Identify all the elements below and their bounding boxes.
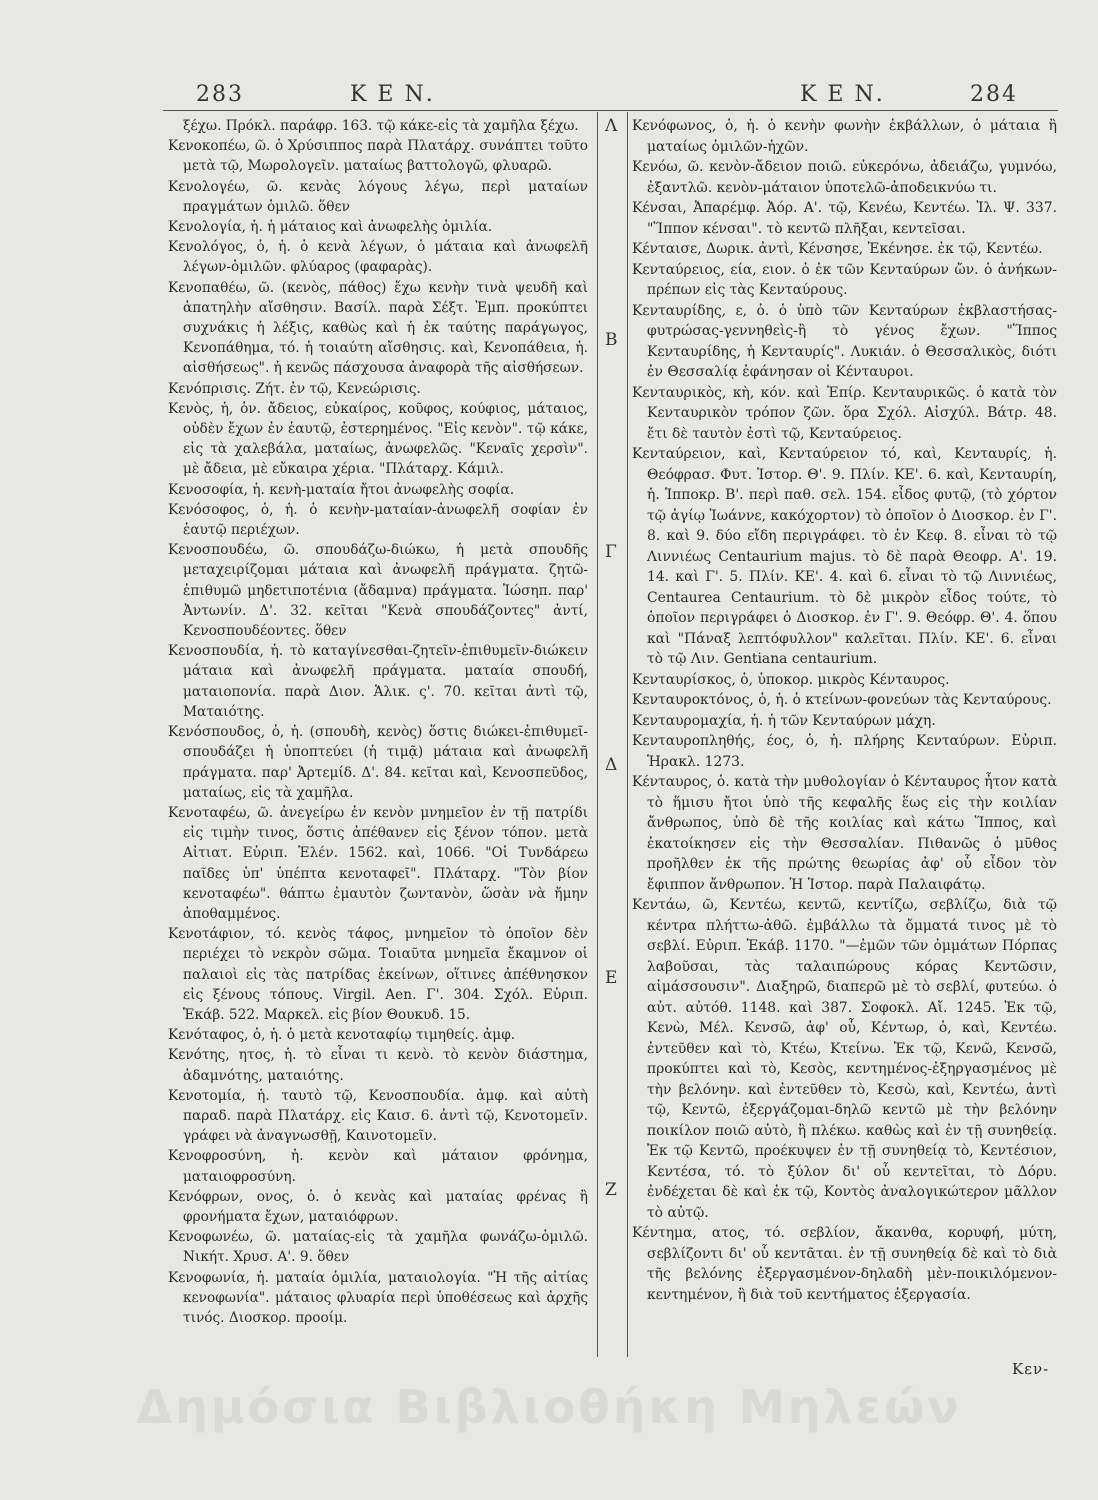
column-divider-left — [597, 112, 598, 1357]
margin-letter: Ε — [605, 968, 618, 988]
dictionary-entry: Κενταυρομαχία, ἡ. ἡ τῶν Κενταύρων μάχη. — [632, 712, 936, 729]
library-watermark: Δημόσια Βιβλιοθήκη Μηλεών — [136, 1380, 962, 1434]
dictionary-entry: Κεντάω, ῶ, Κεντέω, κεντῶ, κεντίζω, σεβλίζω, διὰ τῷ κέντρα πλήττω-ἀθῶ. ἐμβάλλω τὰ ὄμματά τινος μὲ τὸ σεβλί. Εὐριπ. Ἑκάβ. 1170. "—ἐμῶν τῶν ὀμμάτων Πόρπας λαβοῦσαι, τὰς ταλαιπώρους κόρας Κεντῶσιν, αἱμάσσουσιν". Διαξηρῶ, διαπερῶ μὲ τὸ σεβλί, φυτεύω. ὁ αὐτ. αὐτόθ. 1148. καὶ 387. Σοφοκλ. Αἴ. 1245. Ἐκ τῷ, Κενὼ, Μέλ. Κενσῶ, ἀφ' οὗ, Κέντωρ, ὁ, καὶ, Κεντέω. ἐντεῦθεν καὶ τὸ, Κτέω, Κτείνω. Ἐκ τῷ, Κενῶ, Κενσῶ, προκύπτει καὶ τὸ, Κεσὸς, κεντημένος-ἐξηργασμένος μὲ τὴν βελόνην. καὶ ἐντεῦθεν τὸ, Κεσὼ, καὶ, Κεντέω, ἀντὶ τῷ, Κεντῶ, ἐξεργάζομαι-δηλῶ κεντῶ μὲ τὴν βελόνην ποικίλον ποιῶ αὐτὸ, ἢ πλέκω. καθὼς καὶ ἐν τῇ συνηθείᾳ. Ἐκ τῷ Κεντῶ, προέκυψεν ἐν τῇ συνηθείᾳ τὸ, Κεντέσιον, Κεντέσα, τό. τὸ ξύλον δι' οὗ κεντεῖται, τὸ Δόρυ. ἐνδέχεται δὲ καὶ ἐκ τῷ, Κοντὸς ἀναλογικώτερον μᾶλλον τὸ αὐτῷ. — [632, 897, 1057, 1221]
dictionary-entry: Κενοφροσύνη, ἡ. κενὸν καὶ μάταιον φρόνημα, ματαιοφροσύνη. — [168, 1148, 588, 1185]
dictionary-entry: Κενόφρων, ονος, ὁ. ὁ κενὰς καὶ ματαίας φρένας ἢ φρονήματα ἔχων, ματαιόφρων. — [168, 1188, 588, 1225]
dictionary-entry: Κενολογία, ἡ. ἡ μάταιος καὶ ἀνωφελὴς ὁμιλία. — [168, 219, 493, 236]
dictionary-entry: Κενοσοφία, ἡ. κενὴ-ματαία ἤτοι ἀνωφελὴς σοφία. — [168, 481, 515, 498]
margin-letter: Λ — [605, 116, 618, 136]
dictionary-entry: Κενταύρειος, εία, ειον. ὁ ἐκ τῶν Κενταύρων ὤν. ὁ ἀνήκων-πρέπων εἰς τὰς Κενταύρους. — [632, 261, 1057, 298]
dictionary-entry: Κενοπαθέω, ῶ. (κενὸς, πάθος) ἔχω κενὴν τινὰ ψευδῆ καὶ ἀπατηλὴν αἴσθησιν. Βασίλ. παρὰ Σέξτ. Ἐμπ. προκύπτει συχνάκις ἡ λέξις, καθὼς καὶ ἡ ἐκ ταύτης παράγωγος, Κενοπάθημα, τό. ἡ τοιαύτη αἴσθησις. καὶ, Κενοπάθεια, ἡ. αἰσθήσεως". ἡ κενῶς πάσχουσα ἀναφορὰ τῆς αἰσθήσεων. — [168, 279, 588, 377]
dictionary-entry: Κενταυρίδης, ε, ὁ. ὁ ὑπὸ τῶν Κενταύρων ἐκβλαστήσας-φυτρώσας-γεννηθεὶς-ἢ τὸ γένος ἔχων. "Ἵππος Κενταυρίδης, ἡ Κενταυρίς". Λυκιάν. ὁ Θεσσαλικὸς, διότι ἐν Θεσσαλίᾳ ἐφάνησαν οἱ Κένταυροι. — [632, 302, 1057, 380]
dictionary-entry: Κενόταφος, ὁ, ἡ. ὁ μετὰ κενοταφίῳ τιμηθείς. ἀμφ. — [168, 1027, 516, 1044]
column-divider-right — [627, 112, 628, 1357]
dictionary-entry: Κενόφωνος, ὁ, ἡ. ὁ κενὴν φωνὴν ἐκβάλλων, ὁ μάταια ἢ ματαίως ὁμιλῶν-ἠχῶν. — [632, 118, 1057, 155]
dictionary-entry: Κενταυρικὸς, κὴ, κόν. καὶ Ἐπίρ. Κενταυρικῶς. ὁ κατὰ τὸν Κενταυρικὸν τρόπον ζῶν. ὅρα Σχόλ. Αἰσχύλ. Βάτρ. 48. ἔτι δὲ ταυτὸν ἐστὶ τῷ, Κενταύρειος. — [632, 384, 1057, 442]
dictionary-entry: Κενοσπουδία, ἡ. τὸ καταγίνεσθαι-ζητεῖν-ἐπιθυμεῖν-διώκειν μάταια καὶ ἀνωφελῆ πράγματα. ματαία σπουδή, ματαιοπονία. παρὰ Διον. Ἁλικ. ς'. 70. κεῖται ἀντὶ τῷ, Ματαιότης. — [168, 643, 588, 720]
dictionary-entry: Κενταύρειον, καὶ, Κενταύρειον τό, καὶ, Κενταυρίς, ἡ. Θεόφρασ. Φυτ. Ἱστορ. Θ'. 9. Πλίν. ΚΕ'. 6. καὶ, Κενταυρίη, ἡ. Ἱπποκρ. Β'. περὶ παθ. σελ. 154. εἶδος φυτῷ, (τὸ χόρτον τῷ ἁγίῳ Ἰωάννε, κακόχορτον) τὸ ὁποῖον ὁ Διοσκορ. ἐν Γ'. 8. καὶ 9. δύο εἴδη περιγράφει. τὸ ἐν Κεφ. 8. εἶναι τὸ τῷ Λιννιέως Centaurium majus. τὸ δὲ παρὰ Θεοφρ. Α'. 19. 14. καὶ Γ'. 5. Πλίν. ΚΕ'. 4. καὶ 6. εἶναι τὸ τῷ Λιννιέως, Centaurea Centaurium. τὸ δὲ μικρὸν εἶδος τούτε, τὸ ὁποῖον περιγράφει ὁ Διοσκορ. ἐν Γ'. 9. Θεόφρ. Θ'. 4. ὅπου καὶ "Πάναξ λεπτόφυλλον" καλεῖται. Πλίν. ΚΕ'. 6. εἶναι τὸ τῷ Λιν. Gentiana centaurium. — [632, 446, 1057, 667]
dictionary-entry: Κενοταφέω, ῶ. ἀνεγείρω ἐν κενὸν μνημεῖον ἐν τῇ πατρίδι εἰς τιμὴν τινος, ὅστις ἀπέθανεν εἰς ξένον τόπον. μετὰ Αἰτιατ. Εὐριπ. Ἑλέν. 1562. καὶ, 1066. "Οἱ Τυνδάρεω παῖδες ὑπ' ὑπέπτα κενοταφεῖ". Πλάταρχ. "Τὸν βίον κενοταφέω". θάπτω ἐμαυτὸν ζωντανὸν, ὥσὰν νὰ ἤμην ἀποθαμμένος. — [168, 804, 588, 922]
dictionary-entry: Κενολόγος, ὁ, ἡ. ὁ κενὰ λέγων, ὁ μάταια καὶ ἀνωφελῆ λέγων-ὁμιλῶν. φλύαρος (φαφαρὰς). — [168, 239, 588, 276]
dictionary-entry: Κενταυροκτόνος, ὁ, ἡ. ὁ κτείνων-φονεύων τὰς Κενταύρους. — [632, 692, 1052, 708]
dictionary-entry: Κενὸς, ἡ, ὁν. ἄδειος, εὐκαίρος, κοῦφος, κούφιος, μάταιος, οὐδὲν ἔχων ἐν ἑαυτῷ, ἐστερημένος. "Εἰς κενὸν". τῷ κάκε, εἰς τὰ χαλεβάλα, ματαίως, ἀνωφελῶς. "Κεναῖς χερσὶν". μὲ ἄδεια, μὲ εὔκαιρα χέρια. "Πλάταρχ. Κάμιλ. — [168, 400, 588, 478]
dictionary-entry: Κενοσπουδέω, ῶ. σπουδάζω-διώκω, ἡ μετὰ σπουδῆς μεταχειρίζομαι μάταια καὶ ἀνωφελῆ πράγματα. ζητῶ-ἐπιθυμῶ μηδετιποτένια (ἄδαμνα) πράγματα. Ἰώσηπ. παρ' Ἀντωνίν. Δ'. 32. κεῖται "Κενὰ σπουδάζοντες" ἀντί, Κενοσπουδέοντες. ὅθεν — [168, 542, 588, 640]
dictionary-entry: ξέχω. Πρόκλ. παράφρ. 163. τῷ κάκε-εἰς τὰ χαμῆλα ξέχω. — [183, 118, 579, 134]
dictionary-entry: Κενολογέω, ῶ. κενὰς λόγους λέγω, περὶ ματαίων πραγμάτων ὁμιλῶ. ὅθεν — [168, 178, 588, 215]
dictionary-entry: Κενοτάφιον, τό. κενὸς τάφος, μνημεῖον τὸ ὁποῖον δὲν περιέχει τὸ νεκρὸν σῶμα. Τοιαῦτα μνημεῖα ἔκαμνον οἱ παλαιοὶ εἰς τὰς πατρίδας ἐκείνων, οἵτινες ἀπέθνησκον εἰς ξένους τόπους. Virgil. Aen. Γ'. 304. Σχόλ. Εὐριπ. Ἑκάβ. 522. Μαρκελ. εἰς βίον Θουκυδ. 15. — [168, 926, 588, 1023]
margin-letter: Γ — [605, 542, 617, 562]
dictionary-entry: Κενοτομία, ἡ. ταυτὸ τῷ, Κενοσπουδία. ἀμφ. καὶ αὐτὴ παραδ. παρὰ Πλατάρχ. εἰς Καισ. 6. ἀντὶ τῷ, Κενοτομεῖν. γράφει νὰ ἀναγνωσθῇ, Καινοτομεῖν. — [168, 1087, 588, 1145]
catchword: Κεν- — [1012, 1360, 1050, 1378]
dictionary-entry: Κενόσοφος, ὁ, ἡ. ὁ κενὴν-ματαίαν-ἀνωφελῆ σοφίαν ἐν ἑαυτῷ περιέχων. — [168, 501, 588, 539]
dictionary-entry: Κέντημα, ατος, τό. σεβλίον, ἄκανθα, κορυφή, μύτη, σεβλίζοντι δι' οὗ κεντᾶται. ἐν τῇ συνηθείᾳ δὲ καὶ τὸ διὰ τῆς βελόνης ἐξεργασμένον-δηλαδὴ μὲν-ποικιλόμενον-κεντημένον, ἢ διὰ τοῦ κεντήματος ἐξεργασία. — [632, 1225, 1057, 1303]
left-page-number: 283 — [196, 82, 244, 107]
dictionary-entry: Κενταυρίσκος, ὁ, ὑποκορ. μικρὸς Κένταυρος. — [632, 671, 950, 688]
dictionary-entry: Κενόπρισις. Ζήτ. ἐν τῷ, Κενεώρισις. — [168, 380, 421, 397]
left-column — [168, 116, 588, 1328]
dictionary-entry: Κενοφωνία, ἡ. ματαία ὁμιλία, ματαιολογία. "Ἡ τῆς αἰτίας κενοφωνία". μάταιος φλυαρία περὶ ὑποθέσεως καὶ ἀρχῆς τινός. Διοσκορ. προοίμ. — [168, 1269, 588, 1326]
dictionary-entry: Κενταυροπληθής, έος, ὁ, ἡ. πλήρης Κενταύρων. Εὐριπ. Ἡρακλ. 1273. — [632, 733, 1057, 770]
dictionary-entry: Κένταυρος, ὁ. κατὰ τὴν μυθολογίαν ὁ Κένταυρος ἦτον κατὰ τὸ ἥμισυ ἤτοι ὑπὸ τῆς κεφαλῆς ἕως εἰς τὴν κοιλίαν ἄνθρωπος, ὑπὸ δὲ τῆς κοιλίας καὶ κάτω Ἵππος, καὶ ἐκατοίκησεν εἰς τὴν Θεσσαλίαν. Πιθανῶς ὁ μῦθος προῆλθεν ἐκ τῆς πρώτης θεωρίας ἀφ' οὗ εἶδον τὸν ἔφιππον ἄνθρωπον. Ἡ Ἱστορ. παρὰ Παλαιφάτῳ. — [632, 774, 1057, 893]
dictionary-entry: Κενοκοπέω, ῶ. ὁ Χρύσιππος παρὰ Πλατάρχ. συνάπτει τοῦτο μετὰ τῷ, Μωρολογεῖν. ματαίως βαττολογῶ, φλυαρῶ. — [168, 138, 588, 175]
right-column — [632, 116, 1057, 1305]
dictionary-entry: Κενότης, ητος, ἡ. τὸ εἶναι τι κενὸ. τὸ κενὸν διάστημα, ἀδαμνότης, ματαιότης. — [168, 1047, 588, 1084]
dictionary-entry: Κένσαι, Ἀπαρέμφ. Ἀόρ. Α'. τῷ, Κενέω, Κεντέω. Ἰλ. Ψ. 337. "Ἵππον κένσαι". τὸ κεντῶ πλῆξαι, κεντεῖσαι. — [632, 200, 1057, 237]
dictionary-entry: Κενόσπουδος, ὁ, ἡ. (σπουδὴ, κενὸς) ὅστις διώκει-ἐπιθυμεῖ-σπουδάζει ἡ ὑποπτεύει (ἡ τιμᾷ) μάταια καὶ ἀνωφελῆ πράγματα. παρ' Ἀρτεμίδ. Δ'. 84. κεῖται καὶ, Κενοσπεῦδος, ματαίως, εἰς τὰ χαμῆλα. — [168, 724, 588, 801]
margin-letter: Β — [605, 330, 618, 350]
dictionary-entry: Κένταισε, Δωρικ. ἀντὶ, Κένσησε, Ἐκένησε. ἐκ τῷ, Κεντέω. — [632, 241, 1043, 257]
dictionary-entry: Κενόω, ῶ. κενὸν-ἄδειον ποιῶ. εὐκερόνω, ἀδειάζω, γυμνόω, ἐξαντλῶ. κενὸν-μάταιον ὑποτελῶ-ἀποδεικνύω τι. — [632, 159, 1057, 196]
header-rule — [163, 110, 1058, 111]
dictionary-entry: Κενοφωνέω, ῶ. ματαίας-εἰς τὰ χαμῆλα φωνάζω-ὁμιλῶ. Νικήτ. Χρυσ. Α'. 9. ὅθεν — [168, 1229, 588, 1266]
right-page-number: 284 — [970, 82, 1018, 107]
margin-letter: Δ — [605, 755, 618, 775]
left-running-head: Κ Ε Ν. — [350, 82, 435, 107]
right-running-head: Κ Ε Ν. — [800, 82, 885, 107]
margin-letter: Ζ — [605, 1180, 617, 1200]
